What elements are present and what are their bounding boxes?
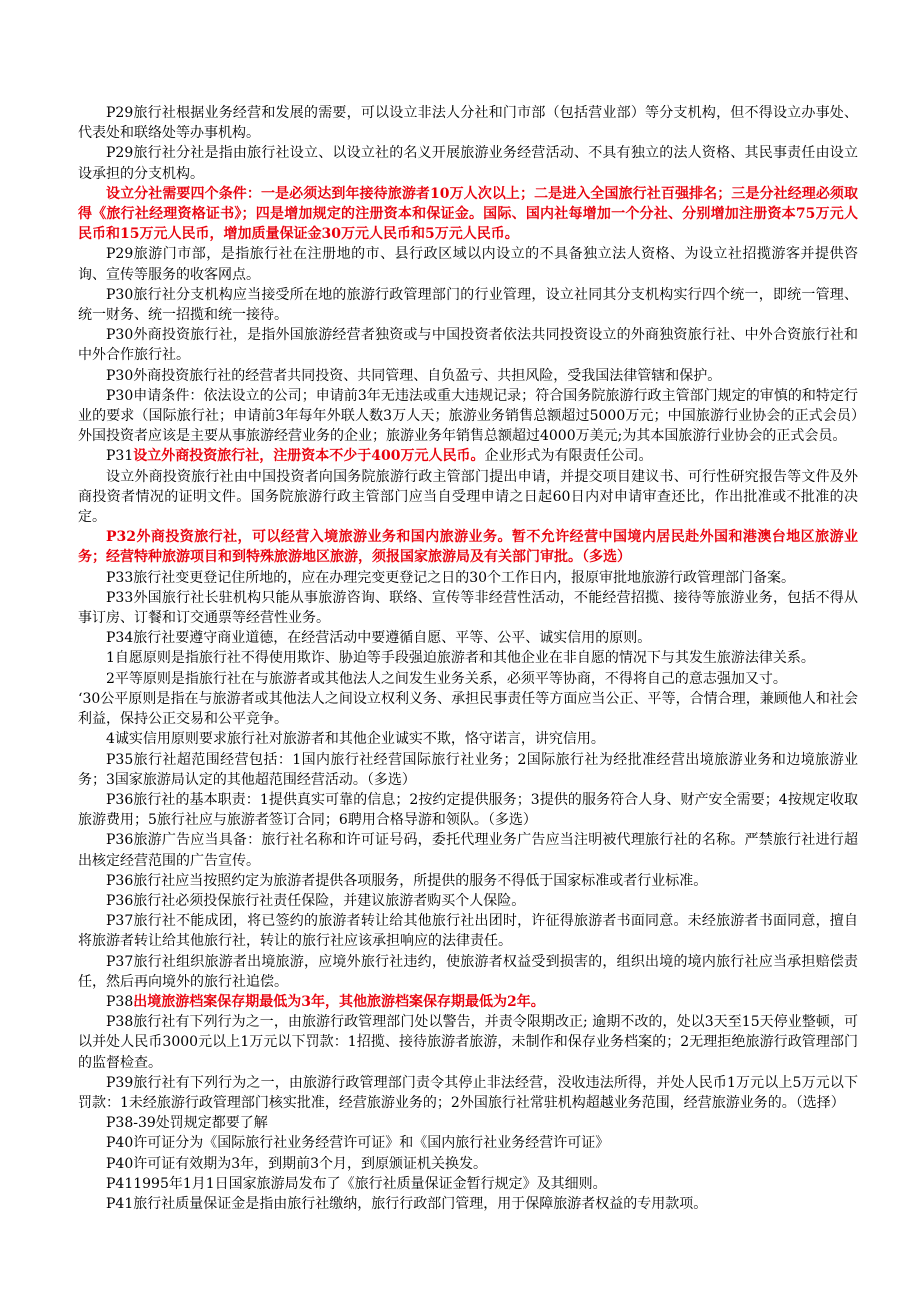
paragraph [78,1174,858,1194]
paragraph-text: 2平等原则是指旅行社在与旅游者或其他法人之间发生业务关系，必须平等协商，不得将自己的意志强加又寸。 [106,670,787,687]
paragraph-text: P40许可证有效期为3年，到期前3个月，到原颁证机关换发。 [106,1155,488,1172]
paragraph [78,750,858,790]
paragraph-text: P29旅行社根据业务经营和发展的需要，可以设立非法人分社和门市部（包括营业部）等分支机构，但不得设立办事处、代表处和联络处等办事机构。 [78,105,858,142]
paragraph [78,527,858,567]
paragraph [78,1012,858,1073]
paragraph-text: P37旅行社不能成团，将已签约的旅游者转让给其他旅行社出团时，许征得旅游者书面同意。未经旅游者书面同意，擅自将旅游者转让给其他旅行社，转让的旅行社应该承担响应的法律责任。 [78,913,858,950]
paragraph [78,871,858,891]
paragraph-text: P34旅行社要遵守商业道德，在经营活动中要遵循自愿、平等、公平、诚实信用的原则。 [106,630,652,647]
paragraph [78,1154,858,1174]
paragraph-text: P41旅行社质量保证金是指由旅行社缴纳，旅行行政部门管理，用于保障旅游者权益的专用款项。 [106,1195,708,1212]
paragraph-text: P36旅行社必须投保旅行社责任保险，并建议旅游者购买个人保险。 [106,892,526,909]
paragraph-text: P40许可证分为《国际旅行社业务经营许可证》和《国内旅行社业务经营许可证》 [106,1135,610,1152]
paragraph-text: P39旅行社有下列行为之一，由旅游行政管理部门责令其停止非法经营，没收违法所得，并处人民币1万元以上5万元以下罚款：1未经旅游行政管理部门核实批准，经营旅游业务的；2外国旅行社常驻机构超越业务范围，经营旅游业务的。（选择） [78,1074,858,1111]
highlighted-text: 设立外商投资旅行社，注册资本不少于400万元人民币。 [133,448,485,465]
paragraph-text: P38旅行社有下列行为之一，由旅游行政管理部门处以警告，并责令限期改正; 逾期不改的，处以3天至15天停业整顿，可以并处人民币3000元以上1万元以下罚款：1招揽、接待旅游者旅游，未制作和保存业务档案的；2无理拒绝旅游行政管理部门的监督检查。 [78,1014,858,1071]
paragraph [78,1113,858,1133]
paragraph [78,325,858,365]
paragraph-text: P36旅行社的基本职责：1提供真实可靠的信息；2按约定提供服务；3提供的服务符合人身、财产安全需要；4按规定收取旅游费用；5旅行社应与旅游者签订合同；6聘用合格导游和领队。（多选） [78,791,858,829]
paragraph [78,143,858,183]
paragraph [78,1133,858,1153]
paragraph-text: P38 [106,993,134,1010]
paragraph-text: 设立外商投资旅行社由中国投资者向国务院旅游行政主管部门提出申请，并提交项目建议书、可行性研究报告等文件及外商投资者情况的证明文件。国务院旅游行政主管部门应当自受理申请之日起60日内对申请审查还比，作出批准或不批准的决定。 [78,468,858,526]
paragraph-text: P33外国旅行社长驻机构只能从事旅游咨询、联络、宣传等非经营性活动，不能经营招揽、接待等旅游业务，包括不得从事订房、订餐和订交通票等经营性业务。 [78,589,858,627]
paragraph-text: P38-39处罚规定都要了解 [106,1115,268,1132]
highlighted-text: 出境旅游档案保存期最低为3年，其他旅游档案保存期最低为2年。 [133,993,545,1010]
paragraph [78,648,858,668]
paragraph [78,669,858,689]
paragraph [78,366,858,386]
paragraph-text: P33旅行社变更登记住所地的，应在办理完变更登记之日的30个工作日内，报原审批地旅游行政管理部门备案。 [106,569,796,586]
paragraph [78,467,858,528]
paragraph [78,689,858,729]
paragraph [78,588,858,628]
paragraph-text: P35旅行社超范围经营包括：1国内旅行社经营国际旅行社业务；2国际旅行社为经批准经营出境旅游业务和边境旅游业务；3国家旅游局认定的其他超范围经营活动。（多选） [78,751,858,788]
paragraph [78,568,858,588]
highlighted-text: 设立分社需要四个条件：一是必须达到年接待旅游者10万人次以上；二是进入全国旅行社百强排名；三是分社经理必须取得《旅行社经理资格证书》；四是增加规定的注册资本和保证金。国际、国内社每增加一个分社、分别增加注册资本75万元人民币和15万元人民币，增加质量保证金30万元人民币和5万元人民币。 [78,185,858,243]
paragraph [78,952,858,992]
paragraph [78,244,858,284]
paragraph-text: 1自愿原则是指旅行社不得使用欺诈、胁迫等手段强迫旅游者和其他企业在非自愿的情况下与其发生旅游法律关系。 [106,650,815,667]
paragraph [78,992,858,1012]
paragraph [78,911,858,951]
paragraph [78,184,858,245]
paragraph [78,285,858,325]
paragraph [78,1194,858,1214]
paragraph-text: P411995年1月1日国家旅游局发布了《旅行社质量保证金暂行规定》及其细则。 [106,1175,607,1192]
paragraph [78,729,858,749]
paragraph [78,891,858,911]
paragraph-text: 企业形式为有限责任公司。 [484,448,653,465]
highlighted-text: P32外商投资旅行社，可以经营入境旅游业务和国内旅游业务。暂不允许经营中国境内居民赴外国和港澳台地区旅游业务；经营特种旅游项目和到特殊旅游地区旅游，须报国家旅游局及有关部门审批。（多选） [78,529,858,566]
paragraph-text: P36旅游广告应当具备：旅行社名称和许可证号码，委托代理业务广告应当注明被代理旅行社的名称。严禁旅行社进行超出核定经营范围的广告宣传。 [78,832,858,869]
paragraph [78,103,858,143]
paragraph [78,830,858,870]
paragraph [78,1073,858,1113]
paragraph-text: P29旅行社分社是指由旅行社设立、以设立社的名义开展旅游业务经营活动、不具有独立的法人资格、其民事责任由设立设承担的分支机构。 [78,145,858,182]
paragraph [78,790,858,830]
paragraph-text: P31 [106,448,134,465]
paragraph-text: P29旅游门市部，是指旅行社在注册地的市、县行政区域以内设立的不具备独立法人资格、为设立社招揽游客并提供咨询、宣传等服务的收客网点。 [78,246,858,283]
paragraph-text: P37旅行社组织旅游者出境旅游，应境外旅行社违约，使旅游者权益受到损害的，组织出境的境内旅行社应当承担赔偿责任，然后再向境外的旅行社追偿。 [78,953,858,990]
document-page [78,103,858,1214]
paragraph-text: P30申请条件：依法设立的公司；申请前3年无违法或重大违规记录；符合国务院旅游行政主管部门规定的审慎的和特定行业的要求（国际旅行社；申请前3年每年外联人数3万人天；旅游业务销售总额超过5000万元；中国旅游行业协会的正式会员）外国投资者应该是主要从事旅游经营业务的企业；旅游业务年销售总额超过4000万美元;为其本国旅游行业协会的正式会员。 [78,387,858,445]
paragraph-text: P30外商投资旅行社的经营者共同投资、共同管理、自负盈亏、共担风险，受我国法律管辖和保护。 [106,367,722,384]
paragraph-text: P36旅行社应当按照约定为旅游者提供各项服务，所提供的服务不得低于国家标准或者行业标准。 [106,872,708,889]
paragraph-text: P30旅行社分支机构应当接受所在地的旅游行政管理部门的行业管理，设立社同其分支机构实行四个统一，即统一管理、统一财务、统一招揽和统一接待。 [78,286,858,324]
paragraph [78,386,858,447]
paragraph-text: P30外商投资旅行社，是指外国旅游经营者独资或与中国投资者依法共同投资设立的外商独资旅行社、中外合资旅行社和中外合作旅行社。 [78,327,858,364]
paragraph-text: 4诚实信用原则要求旅行社对旅游者和其他企业诚实不欺，恪守诺言，讲究信用。 [106,731,605,748]
paragraph-text: ‘30公平原则是指在与旅游者或其他法人之间设立权利义务、承担民事责任等方面应当公正、平等，合情合理，兼顾他人和社会利益，保持公正交易和公平竞争。 [78,690,858,728]
paragraph [78,628,858,648]
paragraph [78,446,858,466]
